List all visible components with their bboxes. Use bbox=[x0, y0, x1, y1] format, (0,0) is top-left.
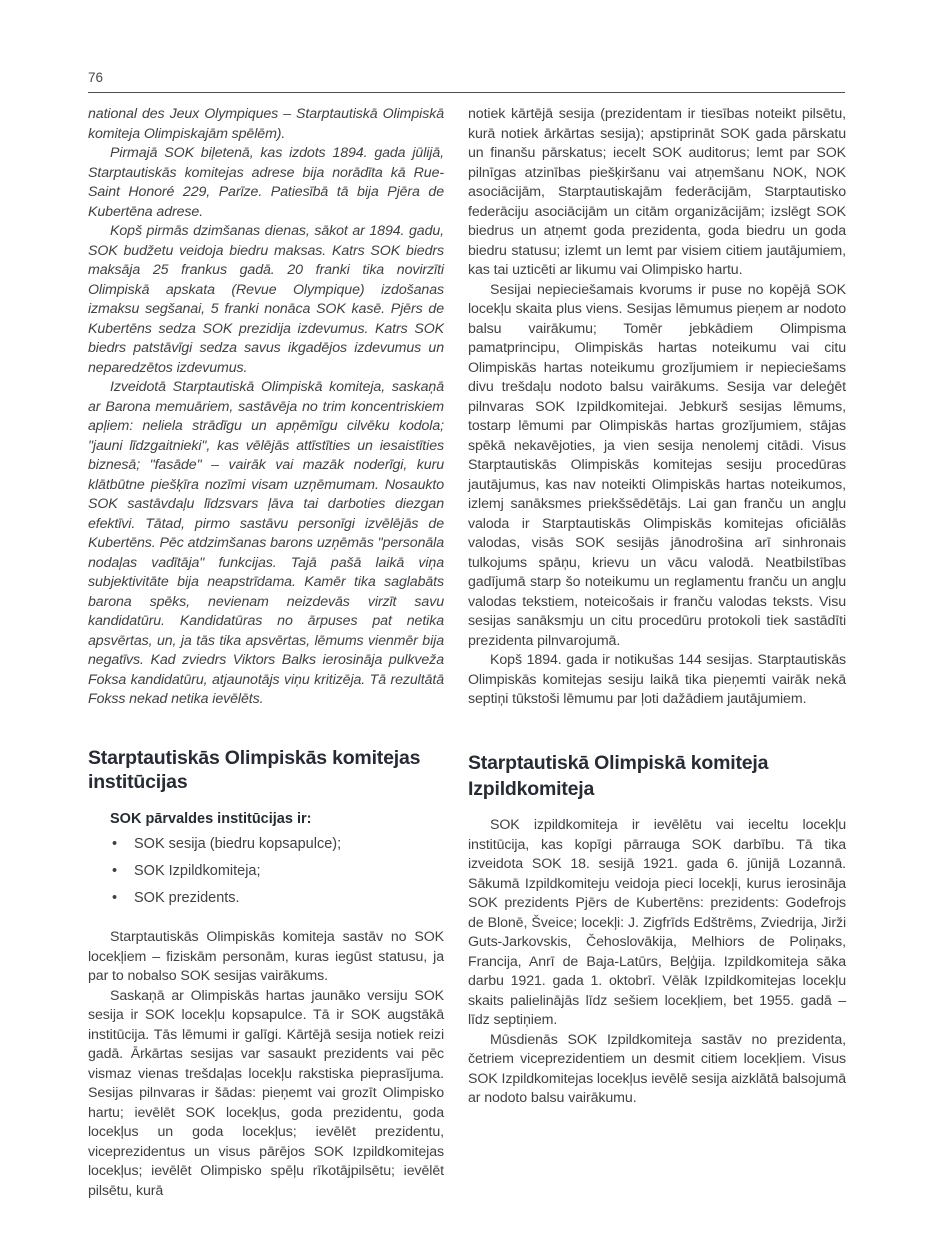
list-intro: SOK pārvaldes institūcijas ir: bbox=[110, 811, 312, 828]
section-heading-izpildkomiteja: Starptautiskā Olimpiskā komiteja Izpildkomiteja bbox=[468, 751, 769, 800]
body-paragraph: Saskaņā ar Olimpiskās hartas jaunāko versiju SOK sesija ir SOK locekļu kopsapulce. Tā ir SOK augstākā institūcija. Tās lēmumi ir galīgi. Kārtējā sesija notiek reizi gadā. Ārkārtas sesijas var sasaukt prezidents vai pēc vismaz vienas trešdaļas locekļu rakstiska pieprasījuma. Sesijas pilnvaras ir šādas: pieņemt vai grozīt Olimpisko hartu; ievēlēt SOK locekļus, goda prezidentu, goda locekļus un goda locekļus; ievēlēt prezidentu, viceprezidentus un visus pārējos SOK Izpildkomitejas locekļus; ievēlēt Olimpisko spēļu rīkotājpilsētu; ievēlēt pilsētu, kurā bbox=[88, 987, 444, 1199]
right-column bbox=[468, 105, 846, 1109]
italic-continuation-block bbox=[88, 105, 444, 710]
list-item bbox=[110, 831, 444, 858]
body-paragraph: Kopš 1894. gada ir notikušas 144 sesijas. Starptautiskās Olimpiskās komitejas sesiju laikā tika pieņemti vairāk nekā septiņi tūkstoši lēmumu par ļoti dažādiem jautājumiem. bbox=[468, 652, 846, 707]
left-column bbox=[88, 105, 444, 1201]
header-rule bbox=[88, 92, 845, 93]
italic-paragraph: Pirmajā SOK biļetenā, kas izdots 1894. gada jūlijā, Starptautiskās komitejas adrese bija norādīta kā Rue-Saint Honoré 229, Parīze. Patiesībā tā bija Pjēra de Kubertēna adrese. bbox=[88, 145, 444, 220]
bullet-icon: • bbox=[112, 890, 118, 907]
italic-paragraph: Kopš pirmās dzimšanas dienas, sākot ar 1894. gadu, SOK budžetu veidoja biedru maksas. Katrs SOK biedrs maksāja 25 frankus gadā. 20 franki tika novirzīti Olimpiskā apskata (Revue Olympique) izdošanas izmaksu segšanai, 5 franki nonāca SOK kasē. Pjērs de Kubertēns sedza SOK prezidija izdevumus. Katrs SOK biedrs patstāvīgi sedza savus ikgadējos izdevumus un neparedzētos izdevumus. bbox=[88, 223, 444, 376]
italic-paragraph: Izveidotā Starptautiskā Olimpiskā komiteja, saskaņā ar Barona memuāriem, sastāvēja no trim koncentriskiem apļiem: neliela strādīgu un apņēmīgu cilvēku kodola; "jauni līdzgaitnieki", kas vēlējās attīstīties un iesaistīties biznesā; "fasāde" – vairāk vai mazāk noderīgi, kuru klātbūtne piešķīra nozīmi visam uzņēmumam. Nosaukto SOK sastāvdaļu līdzsvars ļāva tai darboties diezgan efektīvi. Tātad, pirmo sastāvu personīgi izvēlējās de Kubertēns. Pēc atdzimšanas barons uzņēmās "personāla nodaļas vadītāja" funkcijas. Tajā pašā laikā viņa subjektivitāte bija neapstrīdama. Kamēr tika saglabāts barona spēks, nevienam neizdevās virzīt savu kandidatūru. Kandidatūras no ārpuses pat netika apsvērtas, un, ja tās tika apsvērtas, lēmums vienmēr bija negatīvs. Kad zviedrs Viktors Balks ierosināja pulkveža Foksa kandidatūru, atjaunotājs viņu kritizēja. Tā rezultātā Fokss nekad netika ievēlēts. bbox=[88, 379, 444, 707]
bullet-icon: • bbox=[112, 836, 118, 853]
list-item-label: SOK Izpildkomiteja; bbox=[134, 863, 261, 880]
italic-paragraph: national des Jeux Olympiques – Starptautiskā Olimpiskā komiteja Olimpiskajām spēlēm). bbox=[88, 106, 444, 142]
body-paragraph: Mūsdienās SOK Izpildkomiteja sastāv no prezidenta, četriem viceprezidentiem un desmit citiem locekļiem. Visus SOK Izpildkomitejas locekļus ievēlē sesija aizklātā balsojumā ar nodoto balsu vairākumu. bbox=[468, 1031, 846, 1107]
bullet-icon: • bbox=[112, 863, 118, 880]
institutions-list bbox=[88, 831, 444, 912]
body-paragraph: SOK izpildkomiteja ir ievēlētu vai ieceltu locekļu institūcija, kas kopīgi pārrauga SOK darbību. Tā tika izveidota SOK 18. sesijā 1921. gada 6. jūnijā Lozannā. Sākumā Izpildkomiteju veidoja pieci locekļi, kurus ierosināja SOK prezidents Pjērs de Kubertēns: prezidents: Godefrojs de Blonē, Šveice; locekļi: J. Zigfrīds Edštrēms, Zviedrija, Jirži Guts-Jarkovskis, Čehoslovākija, Melhiors de Poliņaks, Francija, Anrī de Baja-Latūrs, Beļģija. Izpildkomiteja sāka darbu 1921. gada 1. oktobrī. Vēlāk Izpildkomitejas locekļu skaits palielinājās līdz sešiem locekļiem, bet 1955. gadā – līdz septiņiem. bbox=[468, 817, 846, 1029]
list-item bbox=[110, 885, 444, 912]
list-item-label: SOK sesija (biedru kopsapulce); bbox=[134, 836, 342, 853]
list-item bbox=[110, 858, 444, 885]
body-paragraph: Starptautiskās Olimpiskās komiteja sastāv no SOK locekļiem – fiziskām personām, kuras iegūst statusu, ja par to nobalso SOK sesijas vairākums. bbox=[88, 929, 444, 985]
section-heading-institucijas: Starptautiskās Olimpiskās komitejas institūcijas bbox=[88, 746, 421, 794]
body-paragraph: Sesijai nepieciešamais kvorums ir puse no kopējā SOK locekļu skaita plus viens. Sesijas lēmumus pieņem ar nodoto balsu vairākumu; Tomēr jebkādiem Olimpisma pamatprincipu, Olimpiskās hartas noteikumu vai citu Olimpiskās hartas noteikumu grozījumiem ir nepieciešams divu trešdaļu nodoto balsu vairākums. Sesija var deleģēt pilnvaras SOK Izpildkomitejai. Jebkurš sesijas lēmums, tostarp lēmumi par Olimpiskās hartas grozījumiem, stājas spēkā nekavējoties, ja vien sesija nenolemj citādi. Visus Starptautiskās Olimpiskās komitejas sesiju procedūras jautājumus, kas nav noteikti Olimpiskās hartas noteikumos, izlemj sanāksmes priekšsēdētājs. Lai gan franču un angļu valoda ir Starptautiskās Olimpiskās komitejas oficiālās valodas, visās SOK sesijās jānodrošina arī sinhronais tulkojums spāņu, krievu un vācu valodā. Neatbilstības gadījumā starp šo noteikumu un reglamentu franču un angļu valodas tekstiem, noteicošais ir franču valodas teksts. Visu sesijas sanāksmju un citu procedūru protokoli tiek sastādīti prezidenta pilnvarojumā. bbox=[468, 281, 846, 649]
list-item-label: SOK prezidents. bbox=[134, 890, 240, 907]
two-column-layout bbox=[88, 105, 845, 1201]
page-number: 76 bbox=[88, 70, 104, 85]
body-paragraph: notiek kārtējā sesija (prezidentam ir tiesības noteikt pilsētu, kurā notiek ārkārtas sesija); apstiprināt SOK gada pārskatu un finanšu pārskatus; iecelt SOK auditorus; lemt par SOK pilnīgas atzinības piešķiršanu vai atņemšanu NOK, NOK asociācijām, Starptautiskajām federācijām, Starptautisko federāciju asociācijām un citām organizācijām; izslēgt SOK biedrus un atņemt goda prezidenta, goda biedru un goda biedru statusu; izlemt un lemt par visiem citiem jautājumiem, kas tai uzticēti ar likumu vai Olimpisko hartu. bbox=[468, 106, 846, 278]
